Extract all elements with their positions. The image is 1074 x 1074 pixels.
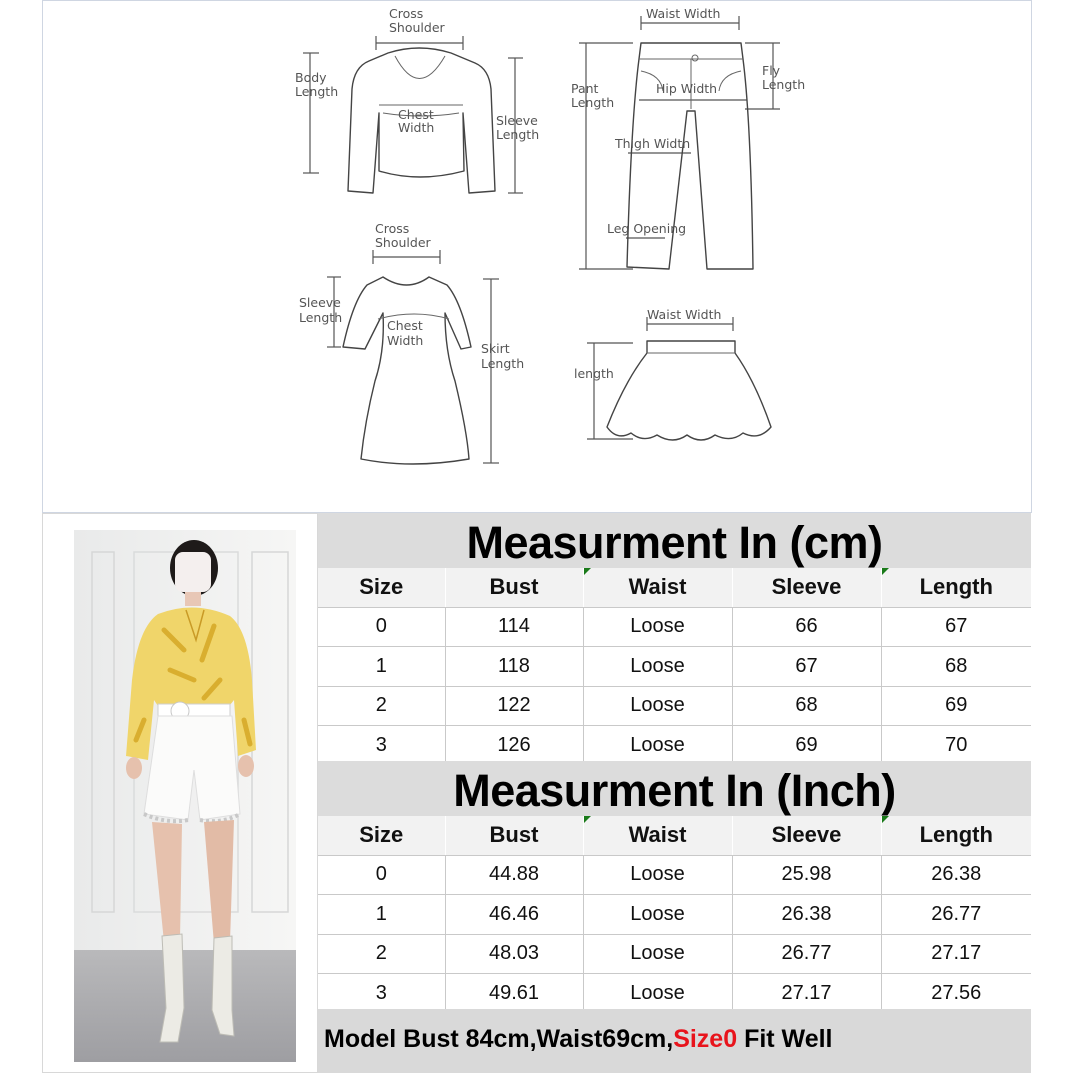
cell-bust: 46.46	[445, 895, 583, 935]
cell-sleeve: 26.77	[732, 934, 881, 974]
cell-sleeve: 66	[732, 607, 881, 647]
top-chest-width-label: Chest Width	[398, 107, 435, 135]
skirt-diagram	[587, 317, 771, 440]
cell-length: 27.56	[881, 974, 1031, 1014]
cell-waist: Loose	[583, 974, 732, 1014]
dress-skirt-length-label: Skirt Length	[481, 341, 525, 371]
pants-fly-length-label: Fly Length	[762, 63, 806, 92]
cell-sleeve: 69	[732, 726, 881, 766]
table-row	[318, 934, 1031, 974]
cell-waist: Loose	[583, 934, 732, 974]
header-waist: Waist	[583, 568, 732, 607]
pants-pant-length-label: Pant Length	[571, 81, 615, 110]
model-fit-note	[324, 1025, 833, 1054]
cell-bust: 49.61	[445, 974, 583, 1014]
cell-size: 2	[318, 686, 445, 726]
comment-flag-icon	[882, 568, 889, 575]
pants-thigh-width-label: Thigh Width	[615, 136, 691, 151]
dress-chest-width-label: Chest Width	[387, 318, 424, 348]
cell-length: 27.17	[881, 934, 1031, 974]
table-row	[318, 726, 1031, 766]
cell-bust: 44.88	[445, 855, 583, 895]
header-sleeve: Sleeve	[732, 568, 881, 607]
cell-bust: 48.03	[445, 934, 583, 974]
skirt-waist-width-label: Waist Width	[647, 307, 722, 322]
comment-flag-icon	[584, 816, 591, 823]
inch-table-title: Measurment In (Inch)	[453, 765, 896, 816]
cell-bust: 118	[445, 647, 583, 687]
table-row	[318, 974, 1031, 1014]
top-body-length-label: Body Length	[295, 70, 339, 99]
dress-cross-shoulder-label: Cross Shoulder	[375, 221, 431, 250]
table-row	[318, 647, 1031, 687]
dress-sleeve-length-label: Sleeve Length	[299, 295, 343, 325]
header-length: Length	[881, 568, 1031, 607]
cm-size-table	[318, 568, 1031, 766]
cell-length: 69	[881, 686, 1031, 726]
cell-waist: Loose	[583, 895, 732, 935]
header-sleeve: Sleeve	[732, 816, 881, 855]
cell-waist: Loose	[583, 647, 732, 687]
header-bust: Bust	[445, 816, 583, 855]
model-fit-prefix: Model Bust 84cm,Waist69cm,	[324, 1025, 674, 1053]
table-header-row	[318, 568, 1031, 607]
garment-diagrams	[43, 1, 1033, 514]
cell-waist: Loose	[583, 686, 732, 726]
cell-waist: Loose	[583, 607, 732, 647]
dress-diagram	[327, 250, 499, 464]
cell-sleeve: 26.38	[732, 895, 881, 935]
model-fit-footer	[318, 1009, 1031, 1073]
size-diagram-panel	[42, 0, 1032, 513]
pants-leg-opening-label: Leg Opening	[607, 221, 687, 236]
cm-title-band	[318, 513, 1031, 568]
cell-waist: Loose	[583, 726, 732, 766]
cell-length: 26.77	[881, 895, 1031, 935]
cell-length: 67	[881, 607, 1031, 647]
table-header-row	[318, 816, 1031, 855]
model-fit-size: Size0	[673, 1025, 738, 1053]
cell-sleeve: 67	[732, 647, 881, 687]
model-photo	[74, 530, 296, 1062]
cell-size: 3	[318, 726, 445, 766]
table-row	[318, 686, 1031, 726]
cell-size: 0	[318, 855, 445, 895]
top-sleeve-length-label: Sleeve Length	[496, 113, 540, 142]
comment-flag-icon	[882, 816, 889, 823]
table-row	[318, 895, 1031, 935]
cell-length: 68	[881, 647, 1031, 687]
comment-flag-icon	[584, 568, 591, 575]
cell-sleeve: 68	[732, 686, 881, 726]
cell-length: 70	[881, 726, 1031, 766]
inch-size-table	[318, 816, 1031, 1014]
model-photo-panel	[42, 513, 318, 1073]
face-blur	[175, 552, 211, 592]
cell-bust: 126	[445, 726, 583, 766]
cell-size: 2	[318, 934, 445, 974]
top-cross-shoulder-label: Cross Shoulder	[389, 6, 445, 35]
header-length: Length	[881, 816, 1031, 855]
skirt-length-label: length	[574, 366, 614, 381]
cell-waist: Loose	[583, 855, 732, 895]
table-row	[318, 607, 1031, 647]
model-fit-suffix: Fit Well	[737, 1025, 833, 1053]
header-size: Size	[318, 816, 445, 855]
cell-size: 1	[318, 895, 445, 935]
cm-table-title: Measurment In (cm)	[466, 517, 883, 568]
cell-bust: 114	[445, 607, 583, 647]
cell-bust: 122	[445, 686, 583, 726]
header-waist: Waist	[583, 816, 732, 855]
cell-length: 26.38	[881, 855, 1031, 895]
cell-size: 0	[318, 607, 445, 647]
table-row	[318, 855, 1031, 895]
cell-size: 1	[318, 647, 445, 687]
cell-size: 3	[318, 974, 445, 1014]
pants-hip-width-label: Hip Width	[656, 81, 718, 96]
header-bust: Bust	[445, 568, 583, 607]
inch-title-band	[318, 761, 1031, 816]
pants-waist-width-label: Waist Width	[646, 6, 721, 21]
cell-sleeve: 27.17	[732, 974, 881, 1014]
cell-sleeve: 25.98	[732, 855, 881, 895]
header-size: Size	[318, 568, 445, 607]
size-tables	[318, 513, 1031, 1073]
